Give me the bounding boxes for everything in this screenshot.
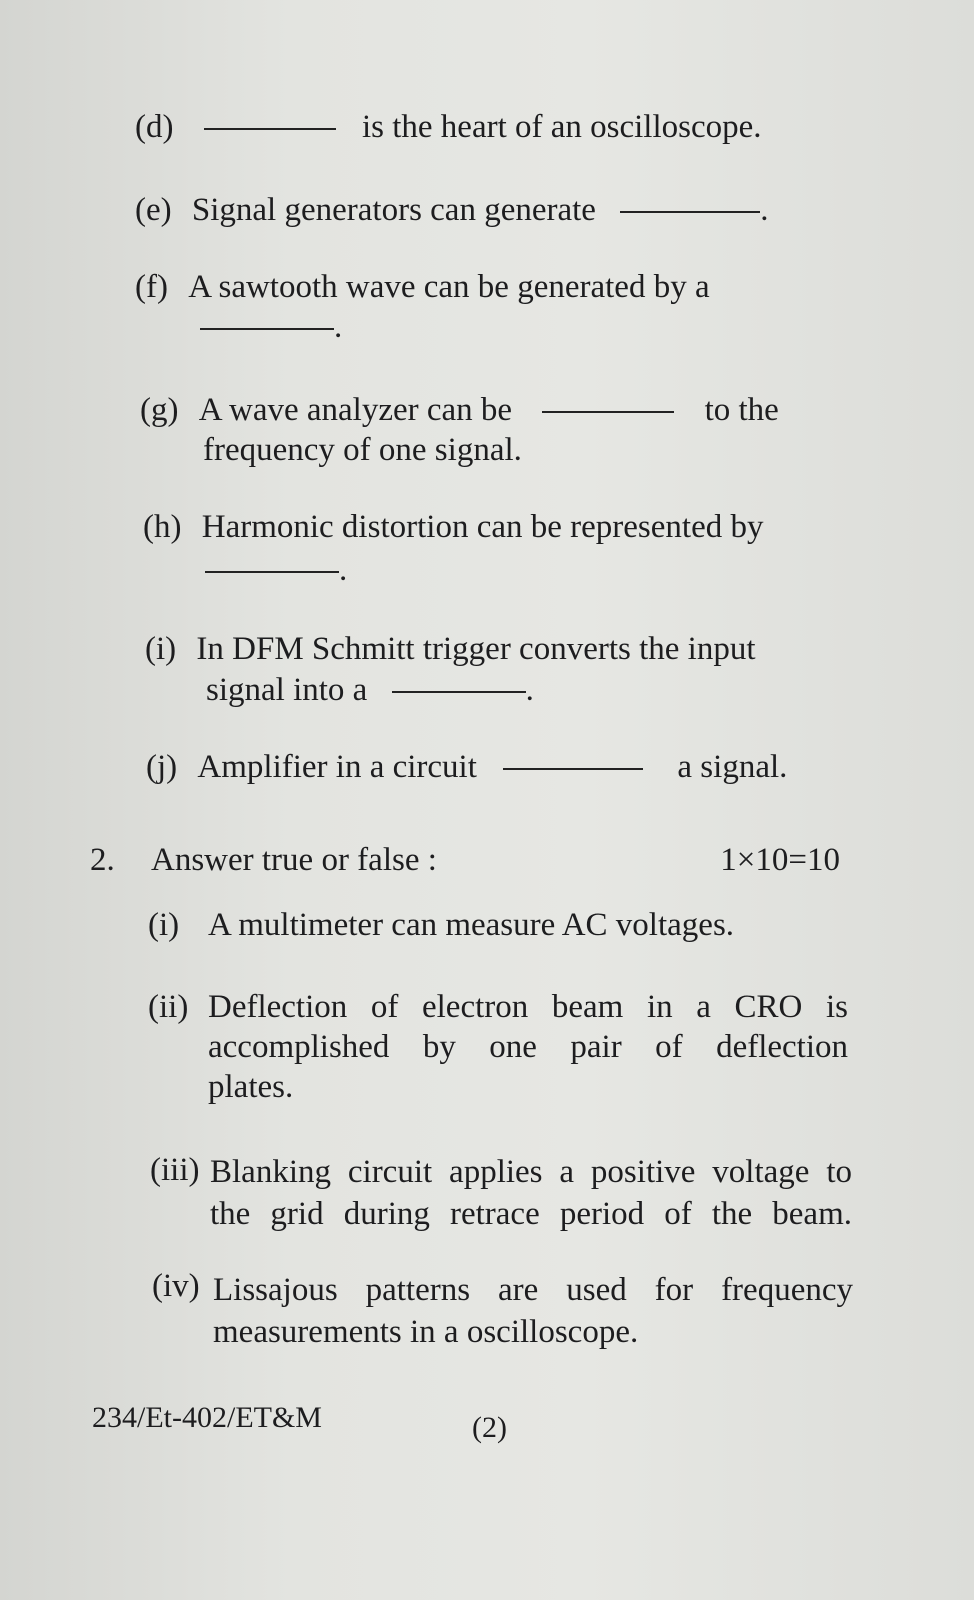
- tf-item-label: (iii): [150, 1152, 200, 1188]
- question-title: Answer true or false :: [151, 842, 437, 878]
- item-label: (h): [143, 509, 182, 545]
- answer-blank: [392, 691, 526, 693]
- tf-item-text-line: accomplished by one pair of deflection: [208, 1029, 848, 1065]
- item-text: is the heart of an oscilloscope.: [361, 109, 762, 145]
- item-text: A wave analyzer can be: [198, 392, 513, 428]
- tf-item-label: (ii): [148, 989, 189, 1025]
- question-1f-blank-line: [200, 305, 342, 349]
- tf-item-text-line: measurements in a oscilloscope.: [213, 1314, 639, 1350]
- item-text: frequency of one signal.: [203, 432, 522, 468]
- item-text: Signal generators can generate: [191, 192, 596, 228]
- item-label: (d): [135, 109, 174, 145]
- question-1i-line2: [206, 668, 534, 712]
- question-1e: [135, 188, 835, 232]
- item-text-end: .: [760, 192, 769, 228]
- question-1h: [143, 505, 853, 549]
- question-1i: [145, 627, 855, 671]
- answer-blank: [200, 328, 334, 330]
- tf-item-label: (i): [148, 907, 180, 943]
- tf-item-text: A multimeter can measure AC voltages.: [208, 907, 735, 943]
- item-text: A sawtooth wave can be generated by a: [188, 269, 710, 305]
- item-text-end: .: [525, 672, 534, 708]
- answer-blank: [205, 571, 339, 573]
- tf-item-text-line: Lissajous patterns are used for frequency: [213, 1272, 853, 1308]
- answer-blank: [503, 768, 643, 770]
- question-2-header: [90, 838, 840, 882]
- item-text: Amplifier in a circuit: [197, 749, 477, 785]
- answer-blank: [204, 128, 336, 130]
- question-1d: [135, 105, 835, 149]
- item-text-after: to the: [704, 392, 779, 428]
- item-text-end: .: [339, 552, 348, 588]
- question-marks: 1×10=10: [720, 842, 840, 878]
- item-text: signal into a: [206, 672, 368, 708]
- question-1f: [135, 265, 845, 309]
- question-1h-blank-line: [205, 548, 347, 592]
- item-text: Harmonic distortion can be represented by: [201, 509, 764, 545]
- question-1j: [146, 745, 846, 789]
- item-text-after: a signal.: [677, 749, 788, 785]
- tf-item-text-line: the grid during retrace period of the beam.: [210, 1196, 852, 1232]
- item-text-end: .: [334, 309, 343, 345]
- paper-code: 234/Et-402/ET&M: [92, 1401, 322, 1434]
- question-1g-line2: [203, 428, 522, 472]
- answer-blank: [542, 411, 674, 413]
- answer-blank: [620, 211, 760, 213]
- question-number: 2.: [90, 842, 115, 878]
- tf-item-text-line: Blanking circuit applies a positive voltage to: [210, 1154, 852, 1190]
- tf-item-text-line: Deflection of electron beam in a CRO is: [208, 989, 848, 1025]
- item-label: (e): [135, 192, 172, 228]
- question-1g: [140, 388, 850, 432]
- item-label: (j): [146, 749, 178, 785]
- tf-item-text-line: plates.: [208, 1069, 294, 1105]
- tf-item-label: (iv): [152, 1268, 200, 1304]
- item-label: (g): [140, 392, 179, 428]
- item-label: (f): [135, 269, 168, 305]
- page-number: (2): [472, 1411, 507, 1444]
- item-label: (i): [145, 631, 177, 667]
- item-text: In DFM Schmitt trigger converts the input: [196, 631, 756, 667]
